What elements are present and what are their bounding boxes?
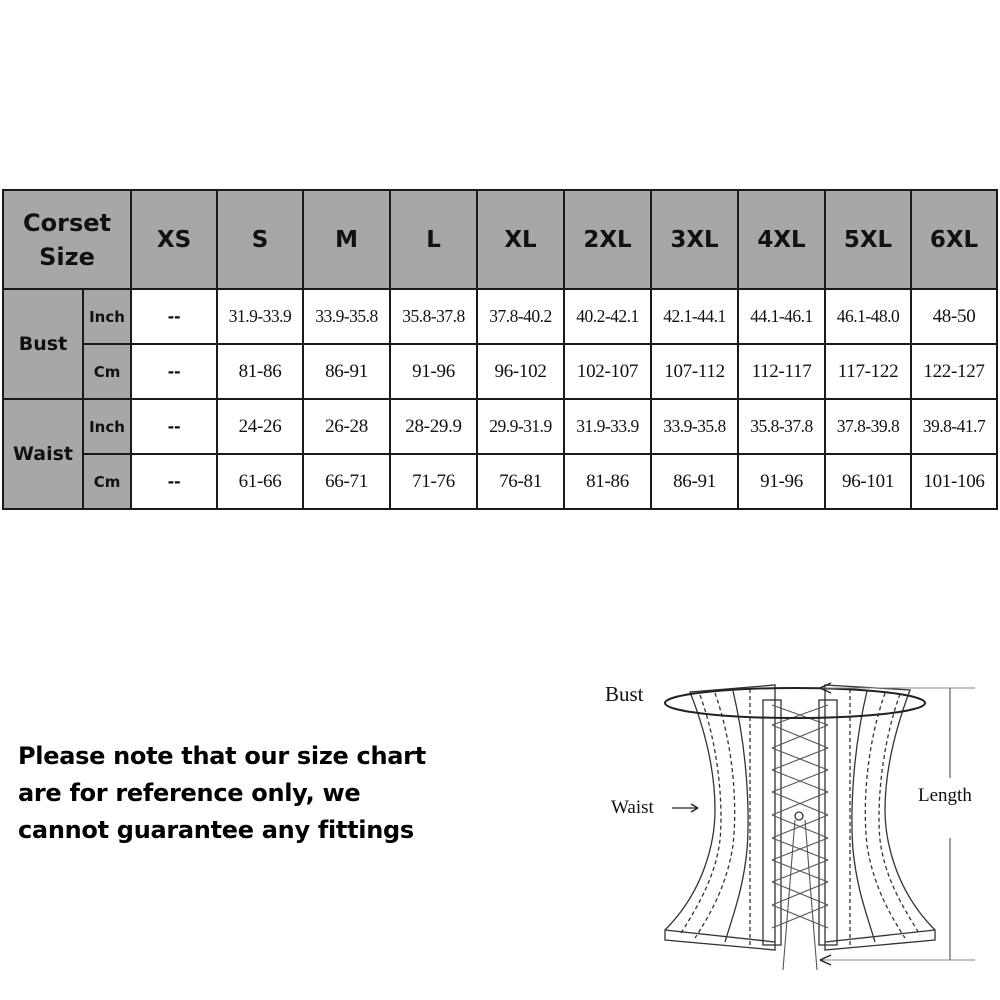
table-cell: 35.8-37.8	[738, 399, 825, 454]
table-row	[3, 399, 997, 454]
table-cell: 31.9-33.9	[217, 289, 303, 344]
size-header-xs: XS	[131, 190, 217, 289]
unit-label: Inch	[83, 399, 131, 454]
table-row	[3, 289, 997, 344]
table-cell: 81-86	[564, 454, 651, 509]
table-cell: 107-112	[651, 344, 738, 399]
table-cell: 91-96	[738, 454, 825, 509]
corset-size-line2: Size	[39, 242, 95, 271]
corset-measurement-diagram	[595, 660, 995, 995]
table-cell: 102-107	[564, 344, 651, 399]
size-header-2xl: 2XL	[564, 190, 651, 289]
table-cell: 122-127	[911, 344, 997, 399]
unit-label: Cm	[83, 344, 131, 399]
table-cell: --	[131, 289, 217, 344]
size-header-m: M	[303, 190, 390, 289]
table-cell: 96-102	[477, 344, 564, 399]
table-cell: 37.8-39.8	[825, 399, 911, 454]
header-row	[3, 190, 997, 289]
table-cell: 91-96	[390, 344, 477, 399]
table-cell: 24-26	[217, 399, 303, 454]
waist-label: Waist	[611, 797, 654, 818]
table-cell: 39.8-41.7	[911, 399, 997, 454]
table-cell: 71-76	[390, 454, 477, 509]
table-row	[3, 454, 997, 509]
corset-size-header	[3, 190, 131, 289]
table-cell: 86-91	[651, 454, 738, 509]
disclaimer-note	[18, 738, 426, 849]
table-cell: 96-101	[825, 454, 911, 509]
size-header-xl: XL	[477, 190, 564, 289]
table-cell: 76-81	[477, 454, 564, 509]
table-cell: 26-28	[303, 399, 390, 454]
table-cell: 46.1-48.0	[825, 289, 911, 344]
group-label-waist: Waist	[3, 399, 83, 509]
group-label-bust: Bust	[3, 289, 83, 399]
unit-label: Cm	[83, 454, 131, 509]
table-cell: 37.8-40.2	[477, 289, 564, 344]
note-line: are for reference only, we	[18, 779, 361, 807]
unit-label: Inch	[83, 289, 131, 344]
table-cell: 117-122	[825, 344, 911, 399]
table-cell: 42.1-44.1	[651, 289, 738, 344]
table-cell: 86-91	[303, 344, 390, 399]
table-cell: --	[131, 454, 217, 509]
size-header-l: L	[390, 190, 477, 289]
table-cell: 48-50	[911, 289, 997, 344]
length-label: Length	[918, 785, 972, 806]
table-cell: 81-86	[217, 344, 303, 399]
table-cell: 35.8-37.8	[390, 289, 477, 344]
table-cell: 101-106	[911, 454, 997, 509]
table-cell: 40.2-42.1	[564, 289, 651, 344]
table-cell: --	[131, 399, 217, 454]
size-header-3xl: 3XL	[651, 190, 738, 289]
corset-size-line1: Corset	[23, 208, 111, 237]
table-cell: 112-117	[738, 344, 825, 399]
size-header-5xl: 5XL	[825, 190, 911, 289]
table-cell: 61-66	[217, 454, 303, 509]
table-cell: 28-29.9	[390, 399, 477, 454]
note-line: cannot guarantee any fittings	[18, 816, 414, 844]
table-row	[3, 344, 997, 399]
size-header-s: S	[217, 190, 303, 289]
size-chart-table	[2, 189, 998, 510]
table-cell: 33.9-35.8	[303, 289, 390, 344]
table-cell: 29.9-31.9	[477, 399, 564, 454]
table-cell: 31.9-33.9	[564, 399, 651, 454]
corset-illustration-icon	[595, 660, 995, 995]
table-cell: 33.9-35.8	[651, 399, 738, 454]
size-header-6xl: 6XL	[911, 190, 997, 289]
note-line: Please note that our size chart	[18, 742, 426, 770]
table-cell: 44.1-46.1	[738, 289, 825, 344]
table-cell: 66-71	[303, 454, 390, 509]
table-cell: --	[131, 344, 217, 399]
size-header-4xl: 4XL	[738, 190, 825, 289]
bust-label: Bust	[605, 682, 644, 706]
